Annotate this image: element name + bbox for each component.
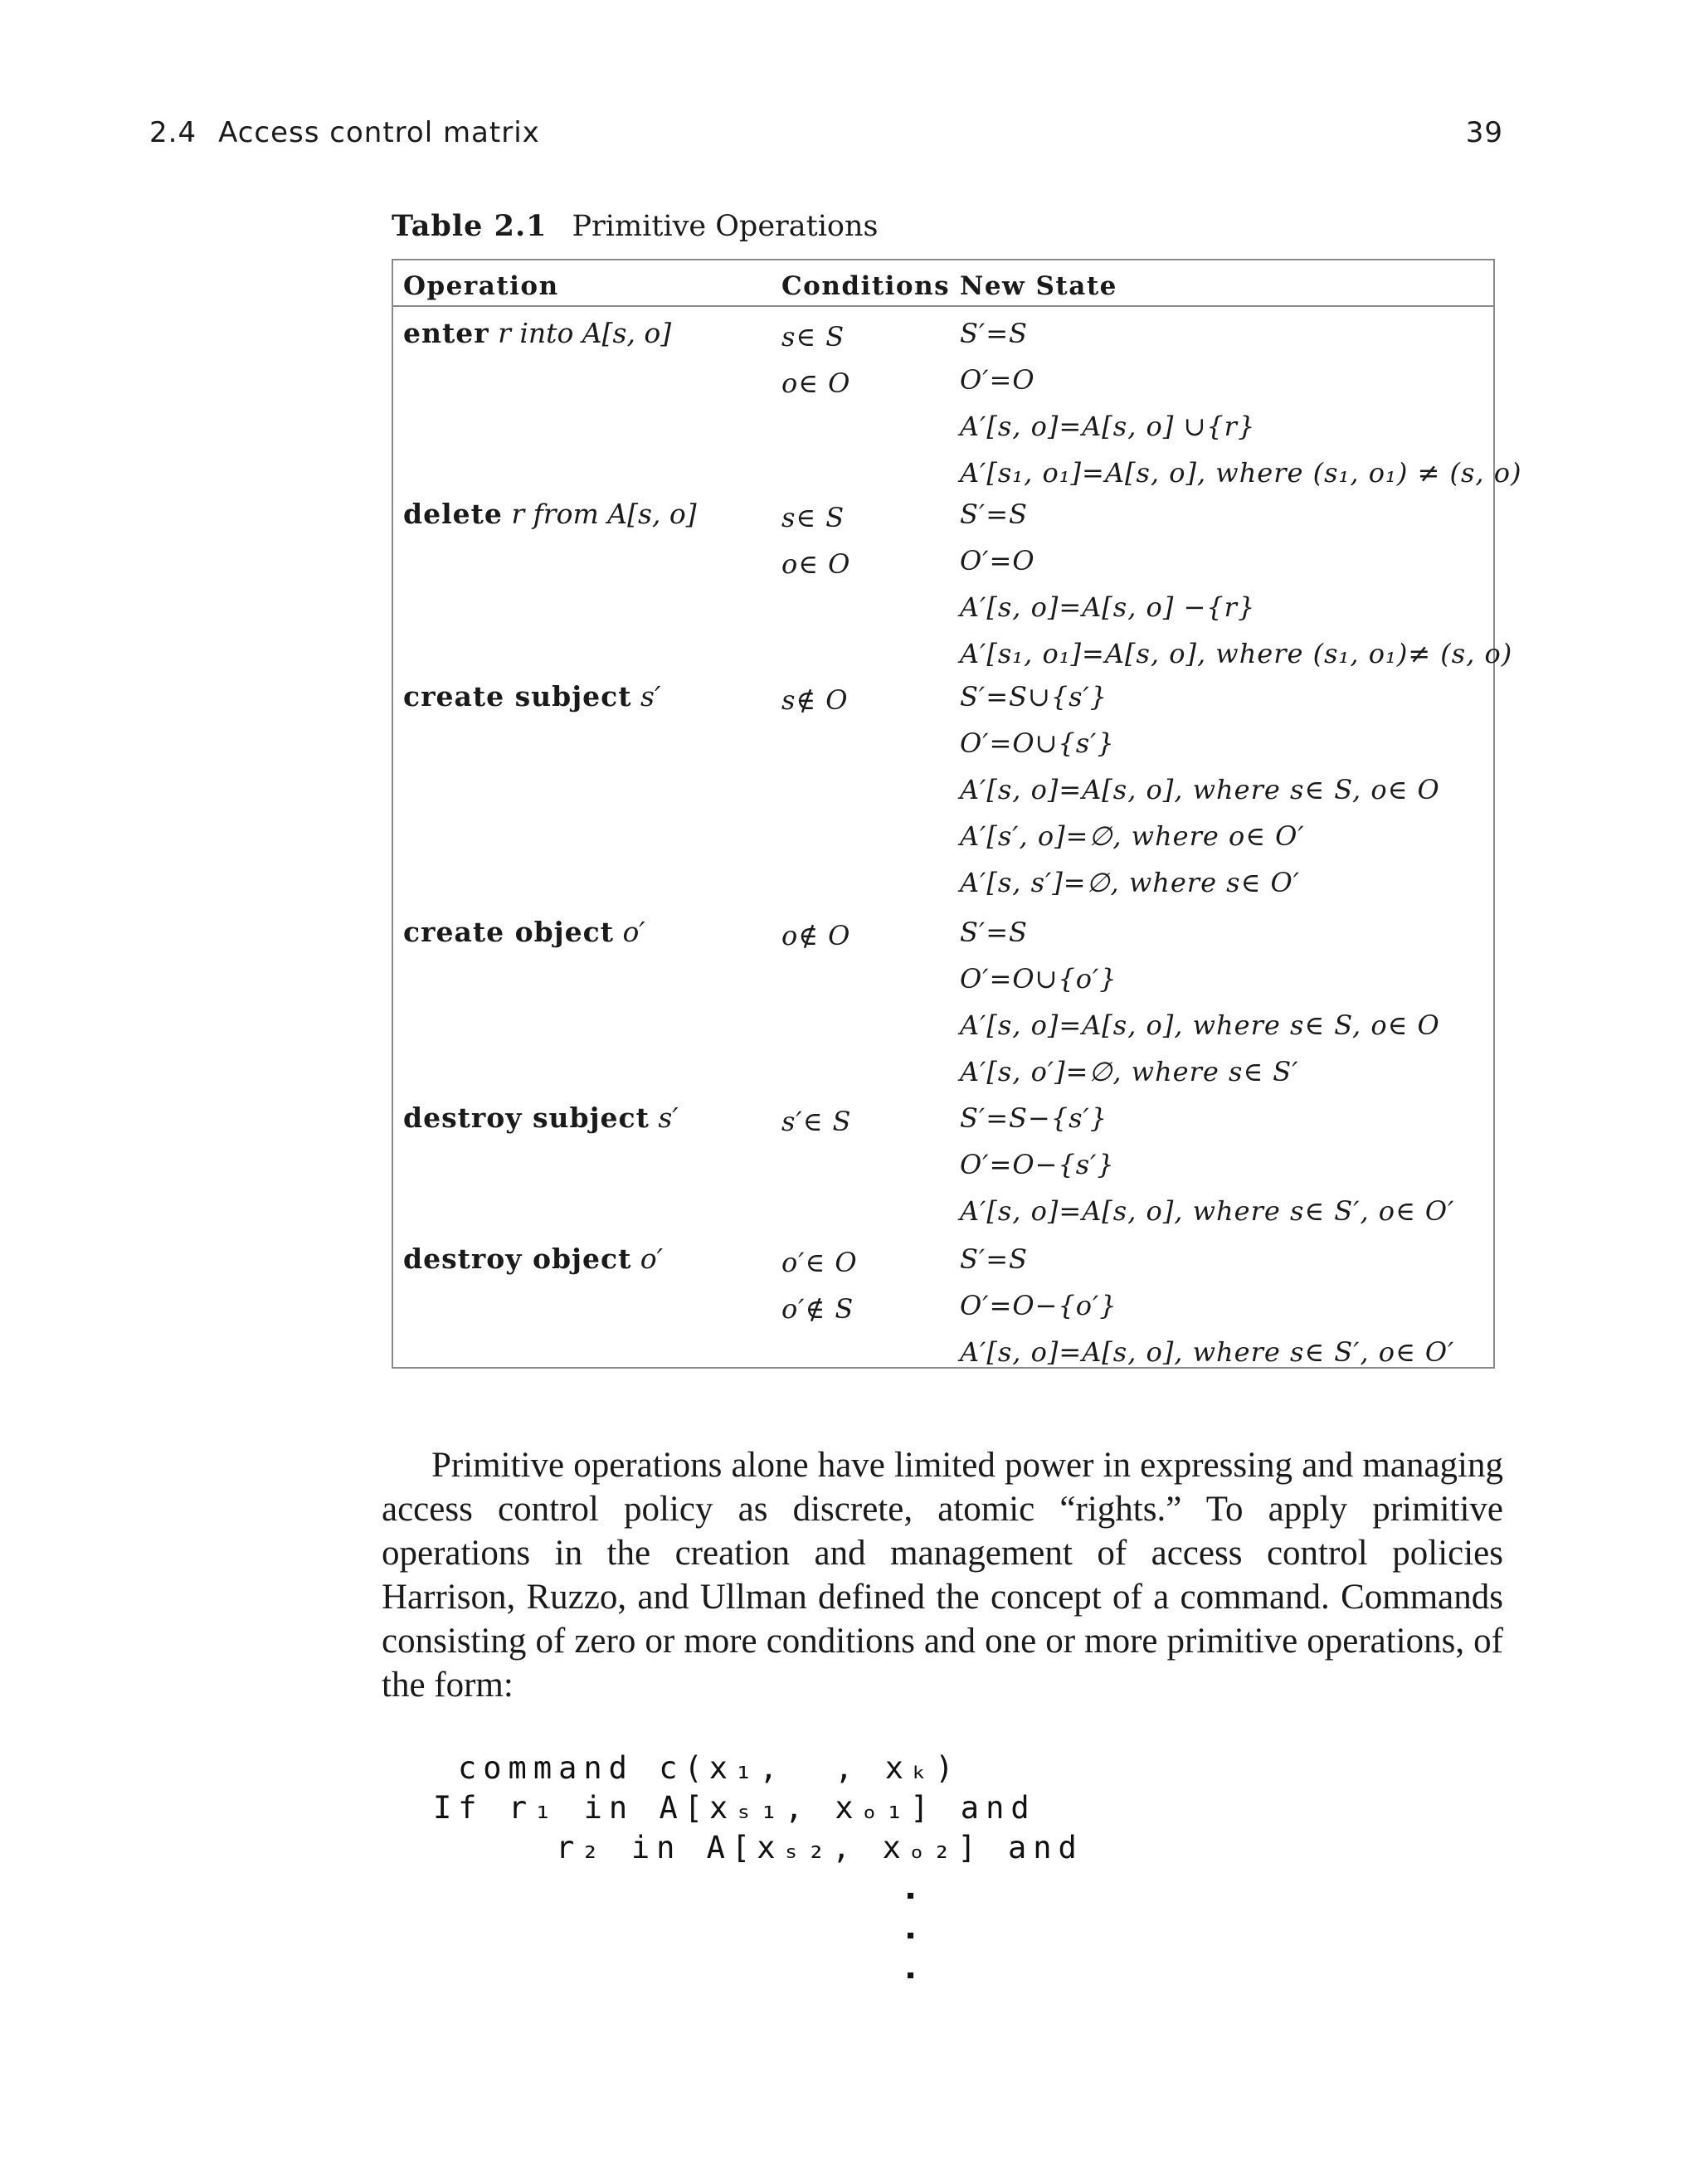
operation-cell: delete r from A[s, o] — [403, 498, 697, 530]
condition: s∉ O — [781, 684, 849, 716]
ellipsis-dot — [908, 1933, 913, 1938]
state-line: A′[s, o]=A[s, o], where s∈ S, o∈ O — [960, 774, 1440, 805]
conditions-cell — [781, 916, 850, 966]
state-line: A′[s₁, o₁]=A[s, o], where (s₁, o₁) ≠ (s, o) — [960, 457, 1522, 489]
operation-cell: enter r into A[s, o] — [403, 317, 672, 349]
condition: o′∉ S — [781, 1293, 854, 1325]
conditions-cell — [781, 317, 850, 413]
condition: s∈ S — [781, 321, 845, 353]
state-line: S′=S−{s′} — [960, 1102, 1108, 1134]
code-line-command: command c(x₁, , xₖ) — [458, 1750, 961, 1786]
operation-cell: destroy subject s′ — [403, 1102, 679, 1134]
new-state-cell — [960, 498, 1512, 683]
primitive-operations-table — [392, 259, 1522, 1369]
condition: o∈ O — [781, 548, 851, 580]
new-state-cell — [960, 916, 1440, 1102]
state-line: A′[s₁, o₁]=A[s, o], where (s₁, o₁)≠ (s, o) — [960, 638, 1513, 669]
state-line: O′=O — [960, 364, 1035, 396]
condition: o∈ O — [781, 367, 851, 399]
conditions-cell — [781, 1243, 858, 1339]
state-line: A′[s, o]=A[s, o], where s∈ S′, o∈ O′ — [960, 1195, 1455, 1227]
body-paragraph — [382, 1443, 1503, 1707]
conditions-cell — [781, 498, 850, 594]
operation-cell: create object o′ — [403, 916, 645, 948]
state-line: S′=S — [960, 499, 1028, 530]
table-header-row — [393, 260, 1493, 307]
section-title: Access control matrix — [218, 116, 540, 149]
condition: s∈ S — [781, 502, 845, 533]
section-number: 2.4 — [149, 116, 197, 149]
state-line: A′[s, o]=A[s, o] −{r} — [960, 591, 1256, 623]
conditions-cell — [781, 680, 849, 730]
operation-cell: create subject s′ — [403, 680, 661, 713]
state-line: O′=O∪{s′} — [960, 727, 1115, 759]
state-line: S′=S∪{s′} — [960, 681, 1108, 713]
column-header-new-state: New State — [960, 271, 1117, 301]
state-line: O′=O∪{o′} — [960, 963, 1117, 995]
state-line: A′[s, s′]=∅, where s∈ O′ — [960, 867, 1300, 898]
page-number: 39 — [1465, 116, 1503, 149]
ellipsis-dot — [908, 1972, 913, 1978]
condition: o∉ O — [781, 920, 851, 951]
code-line-if: If r₁ in A[xₛ₁, xₒ₁] and — [433, 1790, 1036, 1826]
condition: o′∈ O — [781, 1247, 858, 1278]
state-line: O′=O−{o′} — [960, 1290, 1117, 1321]
table-title: Primitive Operations — [572, 210, 879, 243]
new-state-cell — [960, 680, 1440, 912]
new-state-cell — [960, 1243, 1454, 1382]
paragraph-text: Primitive operations alone have limited power in expressing and managing access control policy as discrete, atomic “rights.” To apply primitive operations in the creation and management of access control policies Harrison, Ruzzo, and Ullman defined the concept of a command. Commands consisting of zero or more conditions and one or more primitive operations, of the form: — [382, 1446, 1503, 1705]
state-line: A′[s, o]=A[s, o] ∪{r} — [960, 411, 1256, 442]
table-caption — [392, 209, 878, 243]
condition: s′∈ S — [781, 1106, 852, 1137]
column-header-conditions: Conditions — [781, 271, 951, 301]
state-line: S′=S — [960, 318, 1028, 349]
state-line: O′=O — [960, 545, 1035, 576]
section-heading — [149, 116, 540, 149]
new-state-cell — [960, 1102, 1454, 1241]
state-line: O′=O−{s′} — [960, 1149, 1115, 1180]
state-line: A′[s, o′]=∅, where s∈ S′ — [960, 1056, 1299, 1087]
running-head — [149, 116, 1503, 158]
state-line: A′[s, o]=A[s, o], where s∈ S′, o∈ O′ — [960, 1336, 1455, 1368]
ellipsis-dot — [908, 1893, 913, 1899]
conditions-cell — [781, 1102, 851, 1151]
operation-cell: destroy object o′ — [403, 1243, 664, 1275]
state-line: A′[s, o]=A[s, o], where s∈ S, o∈ O — [960, 1009, 1440, 1041]
column-header-operation: Operation — [403, 271, 559, 301]
state-line: S′=S — [960, 1243, 1028, 1275]
state-line: S′=S — [960, 917, 1028, 948]
state-line: A′[s′, o]=∅, where o∈ O′ — [960, 820, 1305, 852]
new-state-cell — [960, 317, 1521, 503]
code-line-and: r₂ in A[xₛ₂, xₒ₂] and — [556, 1830, 1083, 1865]
table-label: Table 2.1 — [392, 209, 548, 243]
